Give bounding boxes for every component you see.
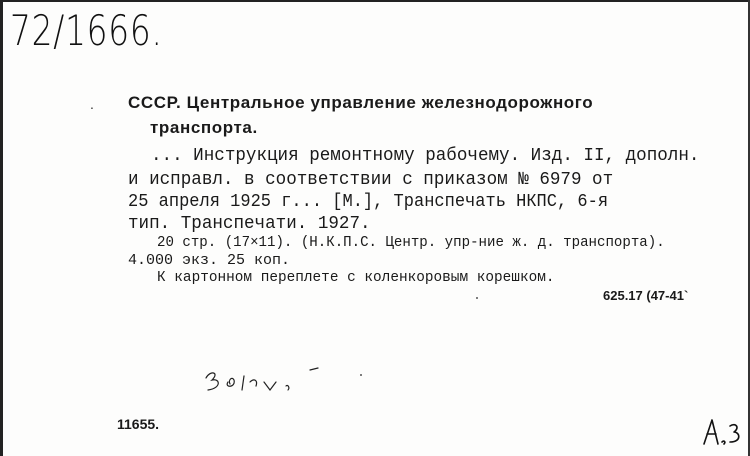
- heading-line-1: СССР. Центральное управление железнодорожного: [128, 93, 594, 112]
- pencil-scribble-icon: [198, 360, 338, 400]
- heading-line-2: транспорта.: [150, 118, 258, 137]
- body-line-4: тип. Транспечати. 1927.: [128, 213, 371, 234]
- details-line-1: 20 стр. (17×11). (Н.К.П.С. Центр. упр-ние ж. д. транспорта).: [157, 234, 665, 251]
- card-border-left: [0, 0, 3, 456]
- body-line-1: ... Инструкция ремонтному рабочему. Изд. II, дополн.: [151, 145, 700, 166]
- margin-dot: .: [90, 96, 94, 112]
- card-border-top: [0, 0, 748, 2]
- details-line-3: К картонном переплете с коленкоровым корешком.: [157, 269, 555, 286]
- body-line-2: и исправл. в соответствии с приказом № 6979 от: [128, 169, 614, 190]
- call-number: 72/1666.: [10, 6, 163, 55]
- classification-number: 625.17 (47-41`: [603, 288, 689, 303]
- body-line-3: 25 апреля 1925 г... [М.], Транспечать НКПС, 6-я: [128, 191, 609, 212]
- details-line-2: 4.000 экз. 25 коп.: [128, 252, 291, 269]
- handwritten-mark-icon: [700, 412, 746, 452]
- speck: [360, 374, 362, 376]
- speck: [476, 297, 478, 299]
- accession-number: 11655.: [117, 416, 160, 432]
